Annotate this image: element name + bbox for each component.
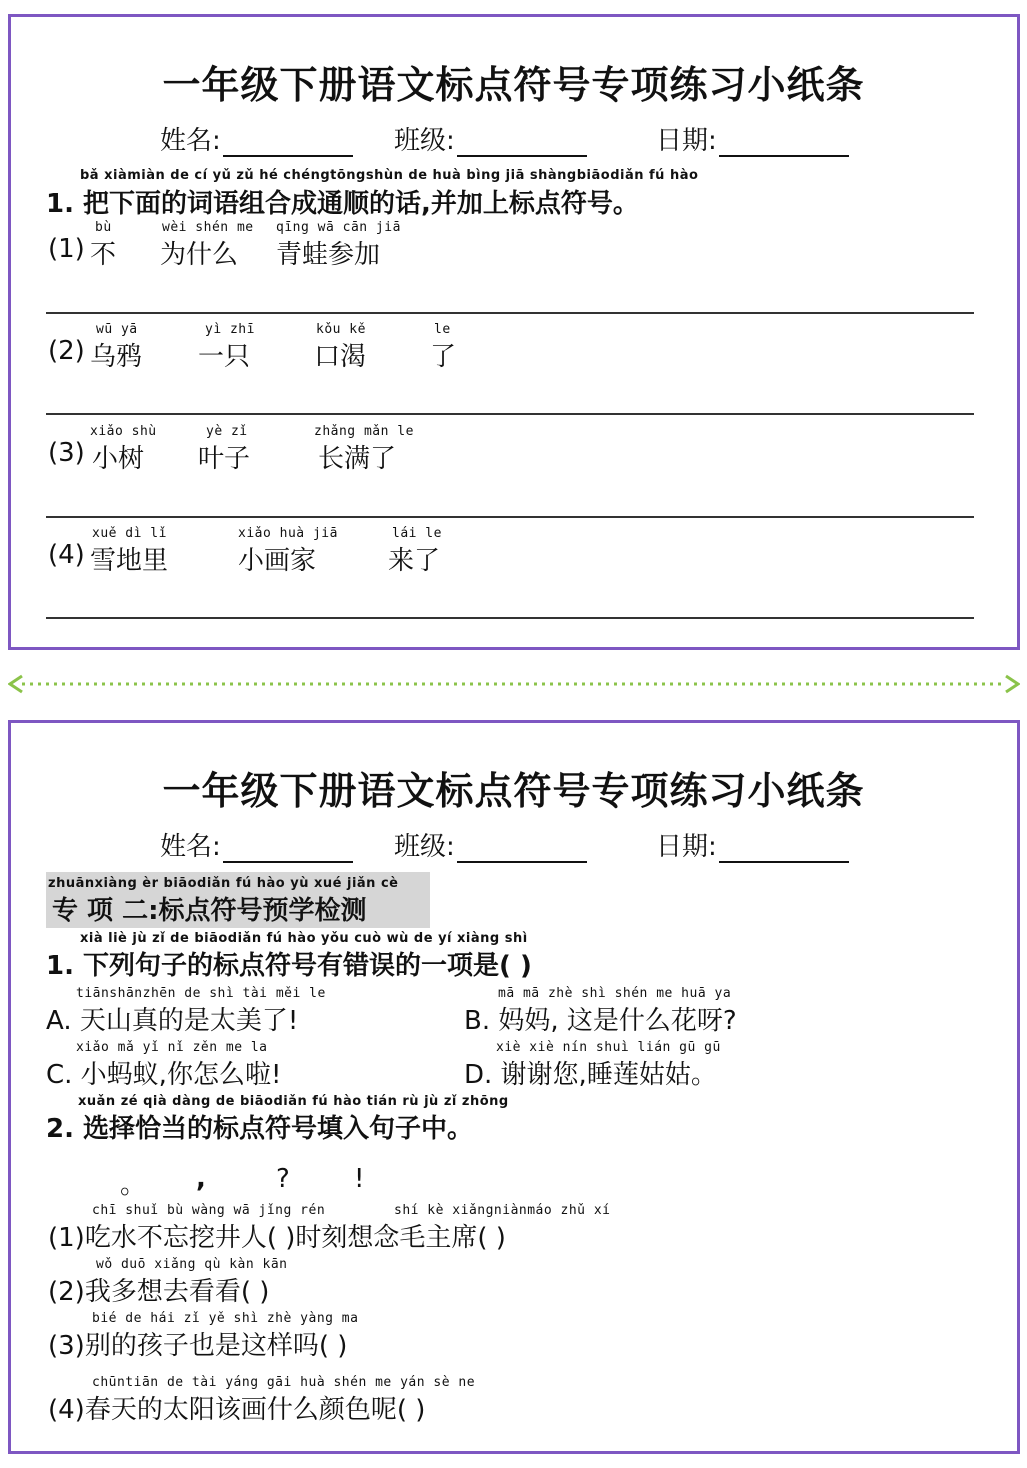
fill-item-4[interactable]: (4)春天的太阳该画什么颜色呢( ) <box>48 1395 426 1425</box>
q2-pinyin: xuǎn zé qià dàng de biāodiǎn fú hào tián rù jù zǐ zhōng <box>78 1094 509 1109</box>
cut-line-separator <box>8 674 1020 694</box>
item-number: (3) <box>48 438 85 468</box>
word-pinyin: kǒu kě <box>316 322 366 337</box>
word: 为什么 <box>160 240 239 270</box>
word-pinyin: wèi shén me <box>162 220 254 235</box>
punctuation-comma: , <box>196 1164 206 1194</box>
word-pinyin: zhǎng mǎn le <box>314 424 414 439</box>
option-pinyin: mā mā zhè shì shén me huā ya <box>498 986 732 1001</box>
item-pinyin: bié de hái zǐ yě shì zhè yàng ma <box>92 1311 359 1326</box>
section-pinyin: zhuānxiàng èr biāodiǎn fú hào yù xué jiǎn cè <box>48 876 399 891</box>
fill-item-1[interactable]: (1)吃水不忘挖井人( )时刻想念毛主席( ) <box>48 1223 506 1253</box>
word-pinyin: lái le <box>392 526 442 541</box>
option-a[interactable]: A. 天山真的是太美了! <box>46 1006 299 1036</box>
word: 长满了 <box>318 444 397 474</box>
date-field[interactable]: 日期: <box>656 120 849 157</box>
option-pinyin: xiǎo mǎ yǐ nǐ zěn me la <box>76 1040 268 1055</box>
option-pinyin: xiè xiè nín shuì lián gū gū <box>496 1040 721 1055</box>
word: 小画家 <box>238 546 317 576</box>
word: 口渴 <box>314 342 367 372</box>
word-pinyin: xiǎo shù <box>90 424 157 439</box>
option-b[interactable]: B. 妈妈, 这是什么花呀? <box>464 1006 737 1036</box>
item-pinyin: shí kè xiǎngniànmáo zhǔ xí <box>394 1203 611 1218</box>
word: 小树 <box>92 444 145 474</box>
punctuation-period: 。 <box>120 1170 147 1200</box>
word-pinyin: le <box>434 322 451 337</box>
word-pinyin: yì zhī <box>205 322 255 337</box>
q1-pinyin: xià liè jù zǐ de biāodiǎn fú hào yǒu cuò wù de yí xiàng shì <box>80 931 528 946</box>
answer-line[interactable] <box>46 516 974 518</box>
word-pinyin: xiǎo huà jiā <box>238 526 338 541</box>
word-pinyin: bù <box>95 220 112 235</box>
q1-prompt: 1. 把下面的词语组合成通顺的话,并加上标点符号。 <box>46 189 639 219</box>
q2-prompt: 2. 选择恰当的标点符号填入句子中。 <box>46 1114 474 1144</box>
section-title: 专 项 二:标点符号预学检测 <box>52 896 367 926</box>
item-pinyin: chūntiān de tài yáng gāi huà shén me yán sè ne <box>92 1375 476 1390</box>
fill-item-3[interactable]: (3)别的孩子也是这样吗( ) <box>48 1331 348 1361</box>
answer-line[interactable] <box>46 312 974 314</box>
class-field[interactable]: 班级: <box>394 120 587 157</box>
word: 一只 <box>198 342 251 372</box>
q1-pinyin: bǎ xiàmiàn de cí yǔ zǔ hé chéngtōngshùn de huà bìng jiā shàngbiāodiǎn fú hào <box>80 168 699 183</box>
date-field[interactable]: 日期: <box>656 826 849 863</box>
word-pinyin: wū yā <box>96 322 138 337</box>
punctuation-question: ? <box>276 1164 290 1194</box>
name-field[interactable]: 姓名: <box>160 120 353 157</box>
class-field[interactable]: 班级: <box>394 826 587 863</box>
item-number: (4) <box>48 540 85 570</box>
word: 来了 <box>388 546 441 576</box>
answer-line[interactable] <box>46 413 974 415</box>
name-field[interactable]: 姓名: <box>160 826 353 863</box>
worksheet-title-1: 一年级下册语文标点符号专项练习小纸条 <box>162 63 865 107</box>
word-pinyin: qīng wā cān jiā <box>276 220 401 235</box>
option-d[interactable]: D. 谢谢您,睡莲姑姑。 <box>464 1060 717 1090</box>
word-pinyin: xuě dì lǐ <box>92 526 167 541</box>
word-pinyin: yè zǐ <box>206 424 248 439</box>
fill-item-2[interactable]: (2)我多想去看看( ) <box>48 1277 270 1307</box>
item-number: (2) <box>48 336 85 366</box>
word: 雪地里 <box>90 546 169 576</box>
item-pinyin: wǒ duō xiǎng qù kàn kān <box>96 1257 288 1272</box>
word: 乌鸦 <box>90 342 143 372</box>
item-pinyin: chī shuǐ bù wàng wā jǐng rén <box>92 1203 326 1218</box>
option-pinyin: tiānshānzhēn de shì tài měi le <box>76 986 326 1001</box>
word: 叶子 <box>198 444 251 474</box>
word: 青蛙参加 <box>276 240 381 270</box>
answer-line[interactable] <box>46 617 974 619</box>
q1-prompt: 1. 下列句子的标点符号有错误的一项是( ) <box>46 951 532 981</box>
word: 不 <box>90 240 117 270</box>
worksheet-title-2: 一年级下册语文标点符号专项练习小纸条 <box>162 769 865 813</box>
option-c[interactable]: C. 小蚂蚁,你怎么啦! <box>46 1060 282 1090</box>
word: 了 <box>430 342 457 372</box>
item-number: (1) <box>48 234 85 264</box>
punctuation-exclamation: ! <box>354 1164 365 1194</box>
